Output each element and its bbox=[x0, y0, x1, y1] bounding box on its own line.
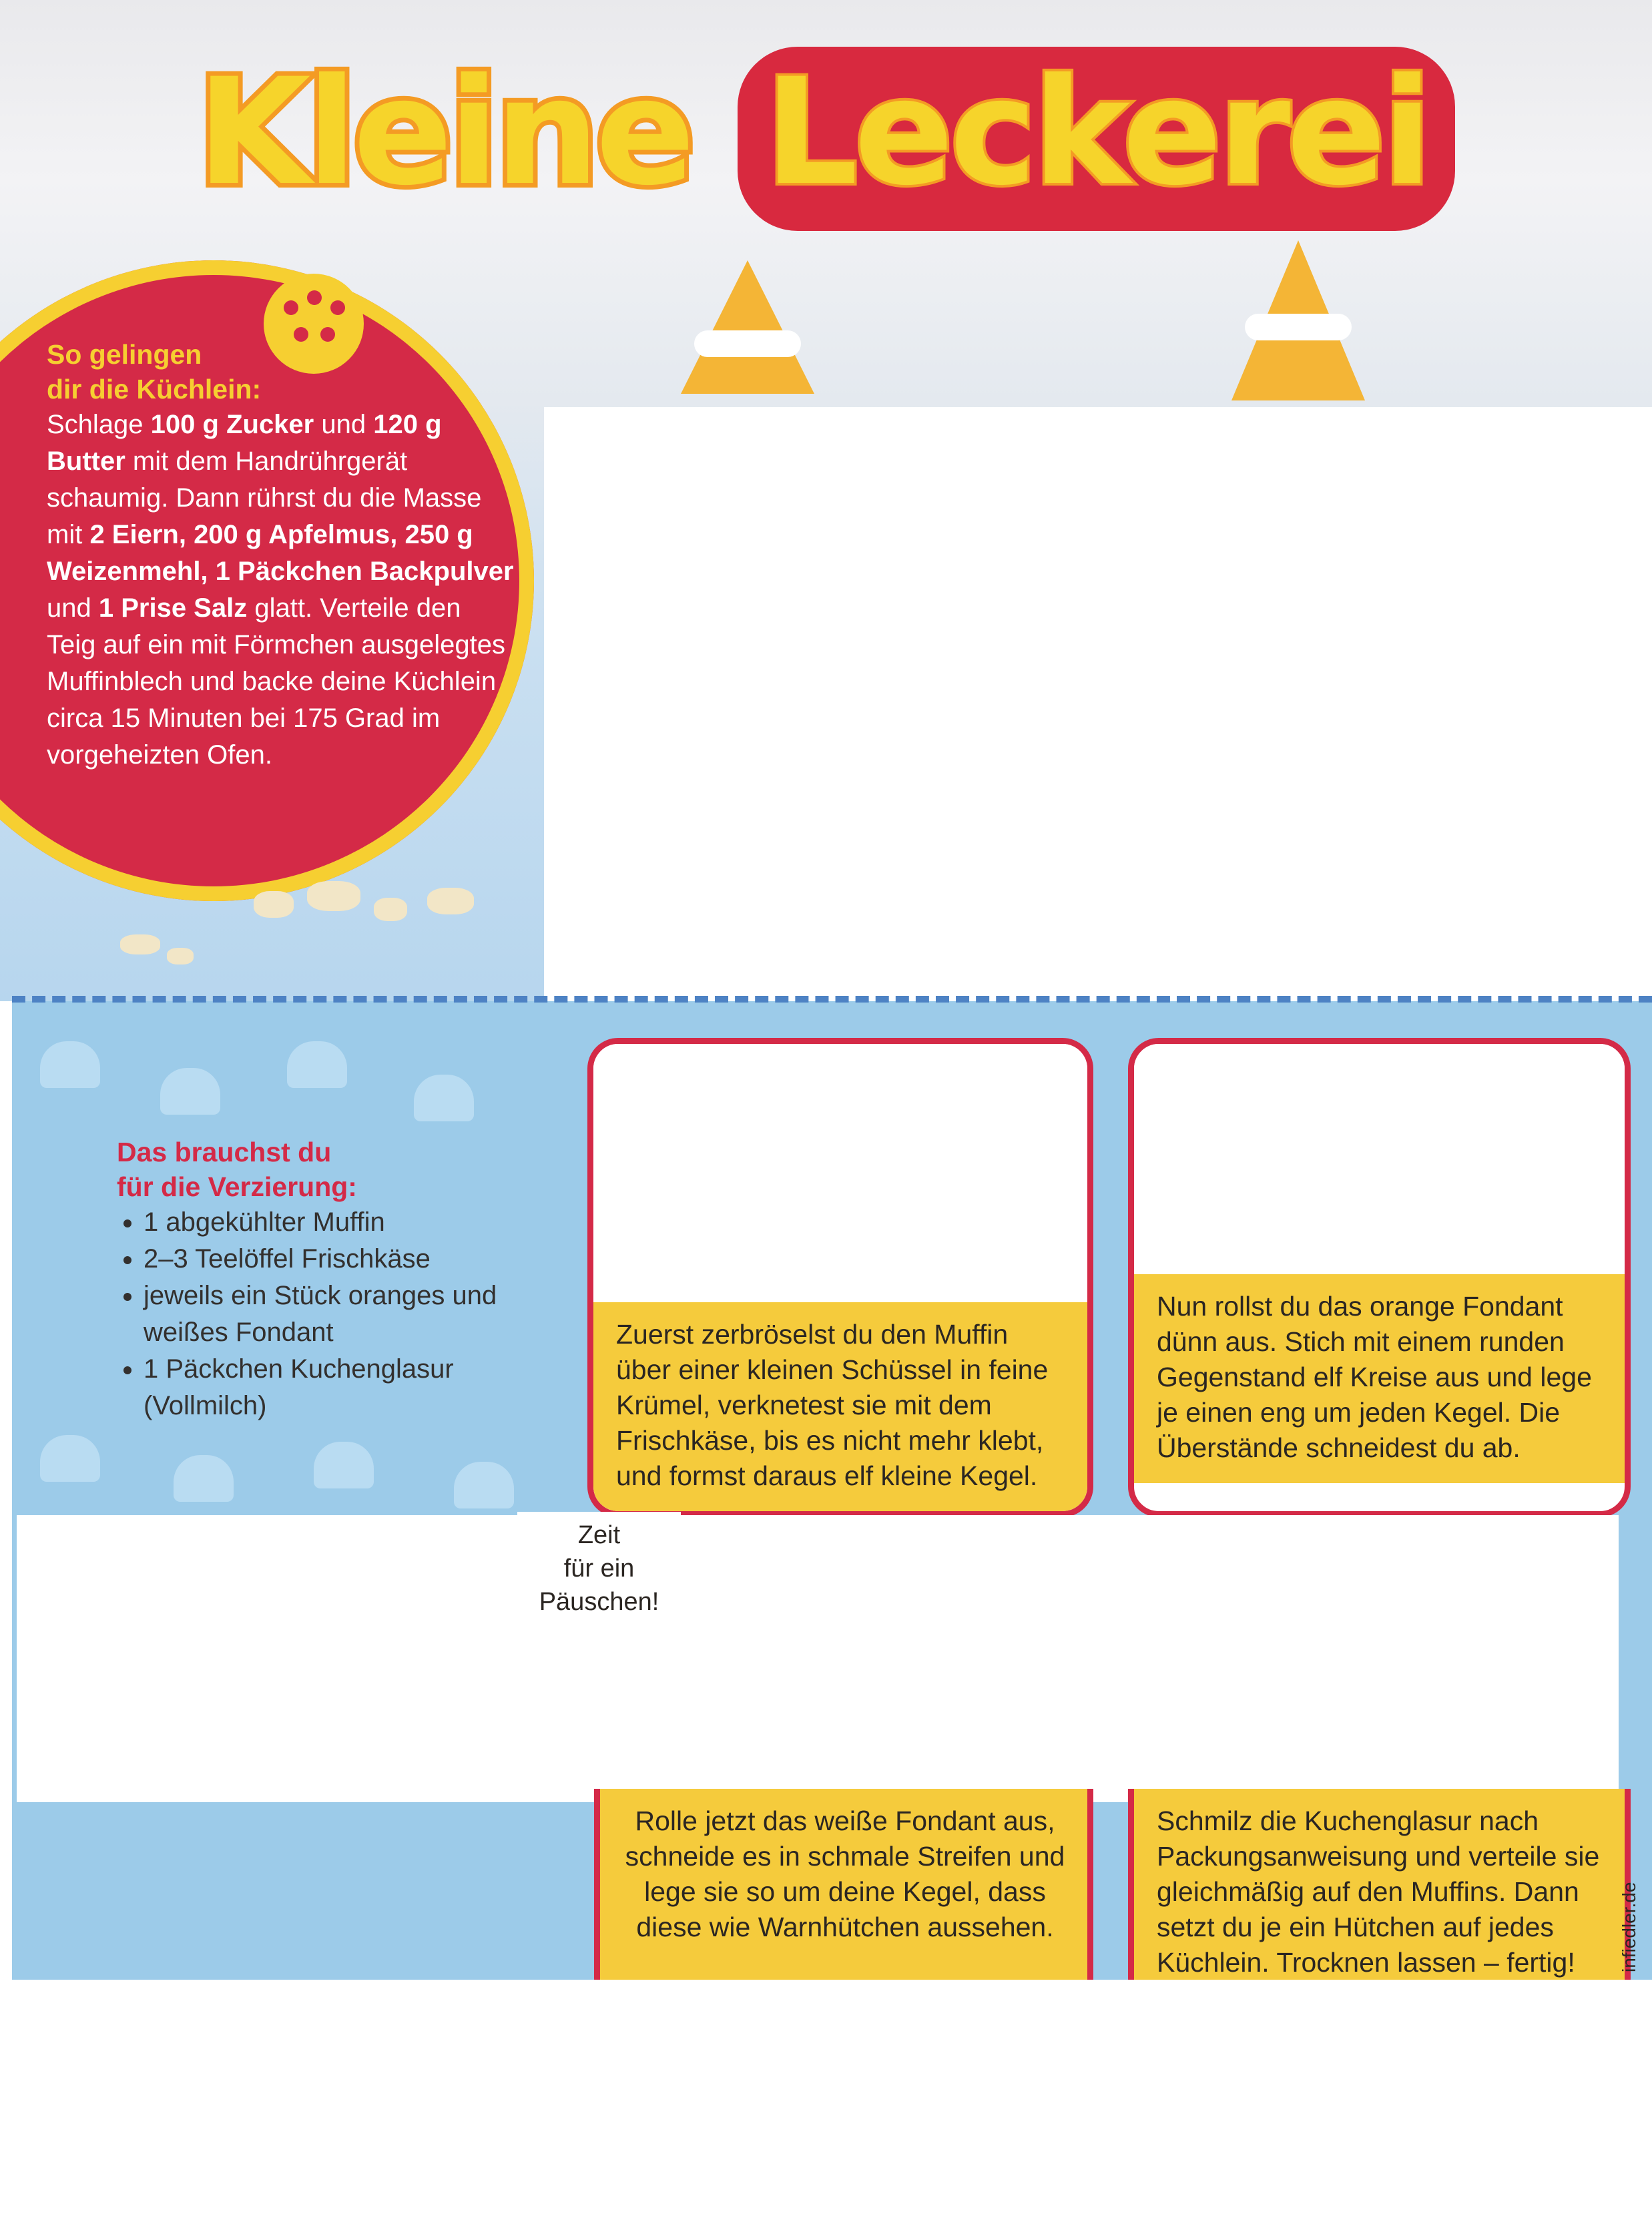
photo-credit: infiedler.de bbox=[1619, 1882, 1639, 1972]
flower-hole bbox=[307, 290, 322, 305]
bubble-line: für ein bbox=[563, 1555, 635, 1583]
chef-hat-pattern bbox=[174, 1455, 234, 1502]
chef-hat-pattern bbox=[454, 1462, 514, 1508]
photo-placeholder bbox=[17, 1515, 1619, 1802]
step-card-1 bbox=[587, 1038, 1093, 1517]
step-image-placeholder bbox=[593, 1044, 1087, 1298]
recipe-text: und bbox=[47, 593, 99, 623]
recipe-ingredient: 1 Prise Salz bbox=[98, 593, 248, 623]
chef-hat-pattern bbox=[287, 1041, 347, 1088]
flower-hole bbox=[284, 300, 298, 315]
bubble-line: Päuschen! bbox=[539, 1588, 659, 1616]
recipe-ingredient: 120 g Butter bbox=[47, 410, 442, 476]
step-text: Zuerst zerbröselst du den Muffin über einer kleinen Schüssel in feine Krümel, verknetest sie mit dem Frischkäse, bis es nicht mehr klebt, und formst daraus elf kleine Kegel. bbox=[593, 1302, 1087, 1511]
section-divider bbox=[12, 996, 1652, 1003]
ingredient-item: • 1 abgekühlter Muffin bbox=[144, 1204, 571, 1241]
step-text: Schmilz die Kuchenglasur nach Packungsanweisung und verteile sie gleichmäßig auf den Muffins. Dann setzt du je ein Hütchen auf jedes Küchlein. Trocknen lassen – fertig! bbox=[1134, 1789, 1625, 1980]
crumb-decoration bbox=[254, 891, 294, 918]
ingredients-items bbox=[117, 1204, 571, 1424]
cone-decoration bbox=[681, 260, 814, 394]
crumb-decoration bbox=[374, 898, 407, 921]
photo-placeholder bbox=[544, 407, 1652, 1005]
chef-hat-pattern bbox=[314, 1442, 374, 1488]
ingredient-item: • jeweils ein Stück oranges und weißes Fondant bbox=[144, 1278, 571, 1351]
recipe-ingredient: 100 g Zucker bbox=[150, 410, 314, 439]
step-card-2 bbox=[1128, 1038, 1631, 1517]
bubble-line: Zeit bbox=[577, 1521, 621, 1549]
ingredient-item: • 2–3 Teelöffel Frischkäse bbox=[144, 1241, 571, 1278]
step-image-placeholder bbox=[1134, 1044, 1625, 1291]
flower-hole bbox=[330, 300, 345, 315]
ingredients-list bbox=[117, 1135, 571, 1424]
step-card-3 bbox=[594, 1789, 1093, 1980]
recipe-text: Schlage bbox=[47, 410, 151, 439]
title-word-kleine: Kleine bbox=[197, 47, 692, 218]
cone-stripe bbox=[694, 330, 801, 357]
recipe-heading-line2: dir die Küchlein: bbox=[47, 374, 262, 404]
ingredients-heading-line2: für die Verzierung: bbox=[117, 1171, 357, 1202]
recipe-instructions bbox=[47, 337, 514, 774]
chef-hat-pattern bbox=[40, 1435, 100, 1482]
title-word-leckerei: Leckerei bbox=[738, 47, 1455, 231]
chef-hat-pattern bbox=[414, 1075, 474, 1121]
crumb-decoration bbox=[307, 881, 360, 911]
recipe-heading-line1: So gelingen bbox=[47, 339, 202, 370]
recipe-text: und bbox=[314, 410, 374, 439]
step-text: Nun rollst du das orange Fondant dünn aus. Stich mit einem runden Gegenstand elf Kreise aus und lege je einen eng um jeden Kegel. Die Überstände schneidest du ab. bbox=[1134, 1274, 1625, 1483]
recipe-text: glatt. Verteile den Teig auf ein mit Förmchen ausgelegtes Muffinblech und backe deine Küchlein circa 15 Minuten bei 175 Grad im vorgeheizten Ofen. bbox=[47, 593, 506, 770]
speech-bubble bbox=[517, 1512, 681, 1625]
chef-hat-pattern bbox=[160, 1068, 220, 1115]
crumb-decoration bbox=[427, 888, 474, 914]
step-card-4 bbox=[1128, 1789, 1631, 1980]
step-text: Rolle jetzt das weiße Fondant aus, schneide es in schmale Streifen und lege sie so um deine Kegel, dass diese wie Warnhütchen aussehen. bbox=[600, 1789, 1087, 1980]
crumb-decoration bbox=[120, 934, 160, 954]
page-title bbox=[0, 47, 1652, 231]
ingredients-heading-line1: Das brauchst du bbox=[117, 1137, 332, 1167]
chef-hat-pattern bbox=[40, 1041, 100, 1088]
recipe-text: mit dem Handrührgerät schaumig. Dann rührst du die Masse mit bbox=[47, 447, 482, 549]
recipe-ingredient: 2 Eiern, 200 g Apfelmus, 250 g Weizenmehl, 1 Päckchen Backpulver bbox=[47, 520, 514, 586]
crumb-decoration bbox=[167, 948, 194, 964]
ingredient-item: • 1 Päckchen Kuchenglasur (Vollmilch) bbox=[144, 1351, 571, 1424]
cone-stripe bbox=[1245, 314, 1352, 340]
